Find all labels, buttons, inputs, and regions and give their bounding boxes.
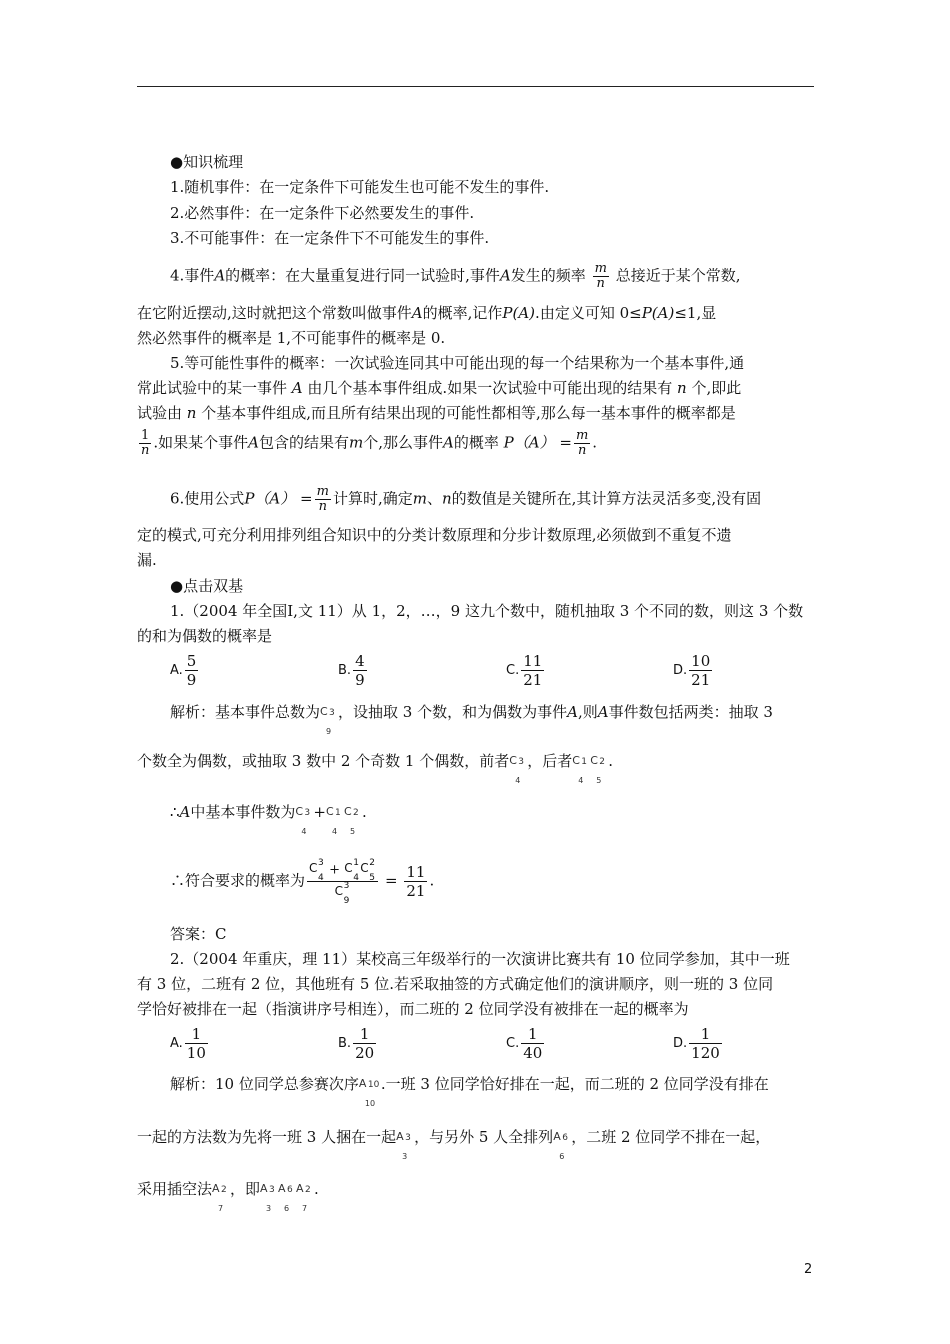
item-5-line-4: $\frac{1}{n}$ .如果某个事件A包含的结果有m个,那么事件A的概率 P（A） = $\frac{m}{n}$ .: [141, 428, 598, 458]
item-4-line-3: 然必然事件的概率是 1,不可能事件的概率是 0.: [137, 329, 446, 347]
question-1-line-2: 的和为偶数的概率是: [137, 627, 273, 645]
q2-solution-line-1: 解析：10 位同学总参赛次序 A 10 10 .一班 3 位同学恰好排在一起，而二班的 2 位同学没有排在: [170, 1075, 769, 1108]
question-1-line-1: 1.（2004 年全国Ⅰ,文 11）从 1，2，…，9 这九个数中，随机抽取 3 个不同的数，则这 3 个数: [170, 602, 804, 620]
q1-option-d: D. $\frac{10}{21}$: [673, 652, 711, 689]
page-number: 2: [804, 1262, 813, 1277]
item-4-line-1: 4.事件A的概率：在大量重复进行同一试验时,事件A发生的频率 $\frac{m}{n}$ 总接近于某个常数,: [170, 261, 741, 291]
question-2-line-1: 2.（2004 年重庆，理 11）某校高三年级举行的一次演讲比赛共有 10 位同学参加，其中一班: [170, 950, 790, 968]
q2-option-a: A. $\frac{1}{10}$: [170, 1025, 206, 1062]
item-4-line-2: 在它附近摆动,这时就把这个常数叫做事件A的概率,记作P(A).由定义可知 0≤P(A)≤1,显: [137, 304, 717, 322]
q1-answer: 答案：C: [170, 925, 227, 943]
item-5-line-3: 试验由 n 个基本事件组成,而且所有结果出现的可能性都相等,那么每一基本事件的概率都是: [137, 404, 736, 422]
probability-fraction: C 3 4 + C 1 4 C 2 5 C 3 9: [307, 859, 378, 904]
q2-solution-line-3: 采用插空法 A 2 7 ，即 A 3 3 A 6 6 A 2 7 .: [137, 1180, 319, 1213]
item-6-line-2: 定的模式,可充分利用排列组合知识中的分类计数原理和分步计数原理,必须做到不重复不遗: [137, 526, 732, 544]
fraction-1-over-n: $\frac{1}{n}$: [141, 428, 150, 458]
item-5-line-1: 5.等可能性事件的概率：一次试验连同其中可能出现的每一个结果称为一个基本事件,通: [170, 354, 745, 372]
question-2-line-3: 学恰好被排在一起（指演讲序号相连），而二班的 2 位同学没有被排在一起的概率为: [137, 1000, 689, 1018]
item-6-line-1: 6.使用公式P（A） = $\frac{m}{n}$ 计算时,确定m、n的数值是关键所在,其计算方法灵活多变,没有固: [170, 484, 762, 514]
header-rule: [137, 86, 814, 87]
section-heading-knowledge: ●知识梳理: [170, 153, 244, 171]
q1-solution-line-2: 个数全为偶数，或抽取 3 数中 2 个奇数 1 个偶数，前者 C 3 4 ，后者 C 1 4 C 2 5 .: [137, 752, 614, 785]
q2-option-b: B. $\frac{1}{20}$: [338, 1025, 375, 1062]
q2-option-d: D. $\frac{1}{120}$: [673, 1025, 720, 1062]
q1-solution-line-3: ∴A中基本事件数为 C 3 4 + C 1 4 C 2 5 .: [170, 803, 367, 836]
q1-option-a: A. $\frac{5}{9}$: [170, 652, 197, 689]
fraction-m-over-n-2: $\frac{m}{n}$: [575, 428, 589, 458]
item-3: 3.不可能事件：在一定条件下不可能发生的事件.: [170, 229, 490, 247]
q1-option-c: C. $\frac{11}{21}$: [506, 652, 543, 689]
item-2: 2.必然事件：在一定条件下必然要发生的事件.: [170, 204, 475, 222]
fraction-m-over-n-3: $\frac{m}{n}$: [316, 484, 329, 514]
q2-option-c: C. $\frac{1}{40}$: [506, 1025, 543, 1062]
fraction-m-over-n: $\frac{m}{n}$: [594, 261, 607, 291]
section-heading-practice: ●点击双基: [170, 577, 244, 595]
q1-solution-line-1: 解析：基本事件总数为 C 3 9 ，设抽取 3 个数，和为偶数为事件A,则A事件数包括两类：抽取 3: [170, 703, 773, 736]
q1-solution-line-4: ∴符合要求的概率为 C 3 4 + C 1 4 C 2 5 C 3 9 = $\frac{11}{21}$ .: [170, 858, 435, 906]
item-6-line-3: 漏.: [137, 551, 157, 569]
q2-solution-line-2: 一起的方法数为先将一班 3 人捆在一起 A 3 3 ，与另外 5 人全排列 A 6 6 ，二班 2 位同学不排在一起，: [137, 1128, 771, 1161]
question-2-line-2: 有 3 位，二班有 2 位，其他班有 5 位.若采取抽签的方式确定他们的演讲顺序，则一班的 3 位同: [137, 975, 774, 993]
q1-option-b: B. $\frac{4}{9}$: [338, 652, 365, 689]
item-1: 1.随机事件：在一定条件下可能发生也可能不发生的事件.: [170, 178, 550, 196]
item-5-line-2: 常此试验中的某一事件 A 由几个基本事件组成.如果一次试验中可能出现的结果有 n 个,即此: [137, 379, 742, 397]
